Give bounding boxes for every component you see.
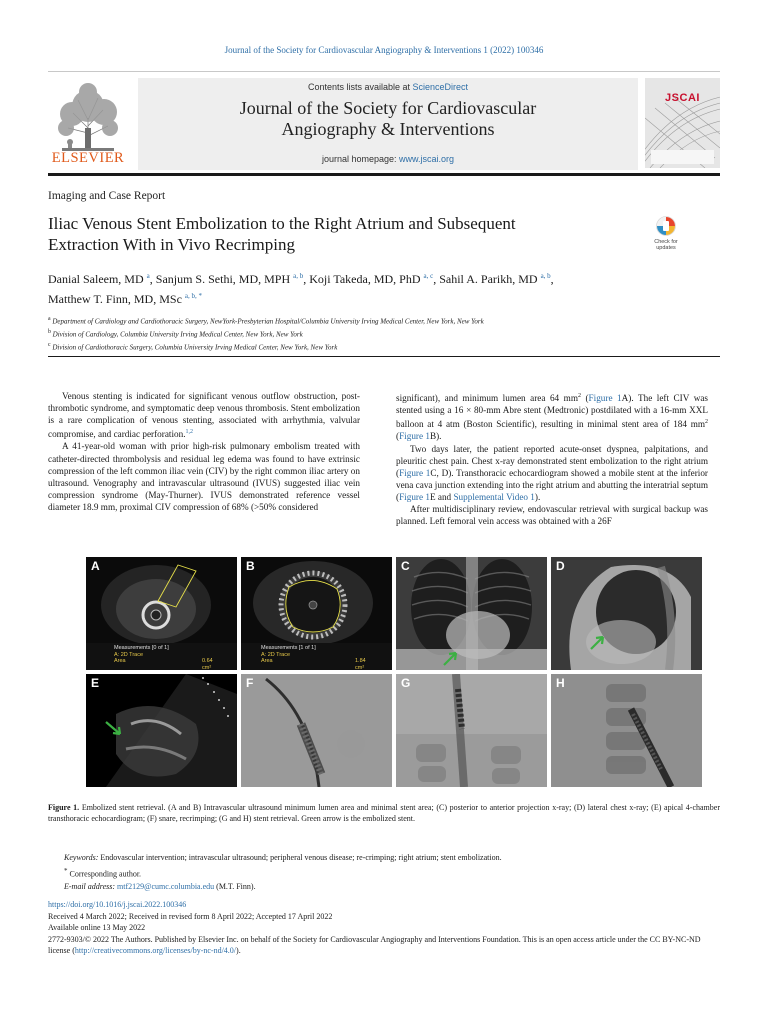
figure-caption: Figure 1. Embolized stent retrieval. (A and B) Intravascular ultrasound minimum lumen area and minimal stent area; (C) posterior to anterior projection x-ray; (D) lateral chest x-ray; (E) apical 4-chamber transthoracic echocardiogram; (F) snare, recrimping; (G and H) stent retrieval. Green arrow is the embolized stent. [48, 803, 720, 823]
affiliation: $^a$ Department of Cardiology and Cardiothoracic Surgery, NewYork-Presbyterian Hospital/Columbia University Irving Medical Center, New York, New York [48, 316, 484, 326]
figure-1 [86, 557, 704, 791]
footnotes [64, 852, 720, 893]
panel-letter: F [246, 676, 254, 690]
figure-link[interactable]: Figure 1 [399, 491, 430, 502]
homepage-link[interactable]: www.jscai.org [399, 154, 455, 164]
echocardiogram-image [86, 674, 237, 787]
body-paragraph: Venous stenting is indicated for significant venous outflow obstruction, post-thrombotic syndrome, and symptomatic deep venous thrombosis. Stent embolization is a rare complication of venous stenting, associated with arrhythmia, valvular compromise, and cardiac perforation.$^{1,2}$ [48, 391, 360, 440]
ivus-measurement-readout: Measurements [0 of 1] A: 2D Trace Area 0.64 cm² [114, 645, 213, 670]
body-paragraph: A 41-year-old woman with prior high-risk pulmonary embolism treated with catheter-directed thrombolysis and residual leg edema was found to have extrinsic compression of the left common iliac vein (CIV) by the right common iliac artery on ultrasound. Venography and intravascular ultrasound (IVUS) suggested iliac vein compression syndrome (May-Thurner). IVUS demonstrated reference vessel diameter 18.9 mm, proximal CIV compression of 68% (>50% considered [48, 441, 360, 512]
author: Koji Takeda, MD, PhD $^{a, c}$, [309, 272, 440, 286]
chest-xray-lateral [551, 557, 702, 670]
received-dates: Received 4 March 2022; Received in revised form 8 April 2022; Accepted 17 April 2022 [48, 911, 333, 921]
figure-panel-c [396, 557, 547, 670]
figure-panel-e [86, 674, 237, 787]
chest-xray-pa [396, 557, 547, 670]
contents-line: Contents lists available at ScienceDirect [307, 82, 469, 92]
figure-panel-a [86, 557, 237, 670]
homepage-line: journal homepage: www.jscai.org [321, 154, 455, 164]
publisher-wordmark: ELSEVIER [51, 150, 125, 166]
figure-link[interactable]: Figure 1 [399, 467, 431, 478]
check-updates-icon [656, 215, 676, 237]
figure-panel-f [241, 674, 392, 787]
article-type: Imaging and Case Report [48, 190, 166, 202]
body-paragraph: Two days later, the patient reported acute-onset dyspnea, palpitations, and pleuritic chest pain. Chest x-ray demonstrated stent embolization to the right atrium (Figure 1C, D). Transthoracic echocardiogram showed a mobile stent at the inferior vena cava junction extending into the right atrium and abutting the interatrial septum (Figure 1E and Supplemental Video 1). [396, 443, 708, 502]
fluoroscopy-retrieval-g [396, 674, 547, 787]
panel-letter: H [556, 676, 565, 690]
fluoroscopy-retrieval-h [551, 674, 702, 787]
journal-cover [645, 78, 720, 168]
body-paragraph: significant), and minimum lumen area 64 $mm^2$ (Figure 1A). The left CIV was stented using a 16 × 80-mm Abre stent (Medtronic) postdilated with a 16-mm XXL balloon at 4 atm (Boston Scientific), resulting in minimal stent area of 184 $mm^2$ (Figure 1B). [396, 393, 709, 442]
sciencedirect-link[interactable]: ScienceDirect [412, 82, 469, 92]
author: Sanjum S. Sethi, MD, MPH $^{a, b}$, [155, 272, 310, 286]
panel-letter: B [246, 559, 255, 573]
article-info-footer [48, 899, 720, 957]
affiliation: $^b$ Division of Cardiology, Columbia University Irving Medical Center, New York, New York [48, 328, 303, 339]
body-column-right [396, 390, 708, 527]
keywords: Keywords: Endovascular intervention; intravascular ultrasound; peripheral venous disease; re-crimping; right atrium; stent embolization. [64, 853, 502, 862]
panel-letter: C [401, 559, 410, 573]
doi-link[interactable]: https://doi.org/10.1016/j.jscai.2022.100346 [48, 900, 187, 909]
author-list [48, 268, 668, 308]
license-link[interactable]: http://creativecommons.org/licenses/by-nc-nd/4.0/ [74, 946, 237, 955]
cover-brand: JSCAI [665, 92, 700, 104]
author: Matthew T. Finn, MD, MSc $^{a, b, *}$ [48, 292, 203, 306]
panel-letter: G [401, 676, 411, 690]
panel-letter: A [91, 559, 100, 573]
copyright-notice: 2772-9303/© 2022 The Authors. Published by Elsevier Inc. on behalf of the Society for Cardiovascular Angiography and Interventions Foundation. This is an open access article under the CC BY-NC-ND license (http://creativecommons.org/licenses/by-nc-nd/4.0/). [48, 934, 701, 955]
figure-panel-b [241, 557, 392, 670]
journal-title: Journal of the Society for Cardiovascular Angiography & Interventions [239, 98, 537, 139]
header-divider [48, 356, 720, 357]
fluoroscopy-snare [241, 674, 392, 787]
author: Danial Saleem, MD $^a$, [48, 272, 156, 286]
citation-link[interactable]: 1,2 [185, 429, 193, 436]
figure-panel-g [396, 674, 547, 787]
figure-panel-h [551, 674, 702, 787]
article-title: Iliac Venous Stent Embolization to the Right Atrium and Subsequent Extraction With in Vivo Recrimping [48, 214, 516, 254]
affiliations [48, 314, 720, 352]
figure-link[interactable]: Figure 1 [588, 393, 622, 404]
check-updates-label: Check for updates [654, 239, 678, 251]
affiliation: $^c$ Division of Cardiothoracic Surgery, Columbia University Irving Medical Center, New York, New York [48, 341, 338, 351]
panel-letter: E [91, 676, 100, 690]
corresponding-author-note: * Corresponding author. [64, 866, 142, 879]
author: Sahil A. Parikh, MD $^{a, b}$, [439, 272, 554, 286]
figure-link[interactable]: Figure 1 [399, 431, 430, 442]
ivus-measurement-readout: Measurements [1 of 1] A: 2D Trace Area 1.84 cm² [261, 645, 366, 670]
running-head: Journal of the Society for Cardiovascular Angiography & Interventions 1 (2022) 100346 [224, 45, 544, 55]
figure-panel-d [551, 557, 702, 670]
body-paragraph: After multidisciplinary review, endovascular retrieval with surgical backup was planned. Left femoral vein access was obtained with a 26F [396, 503, 708, 527]
masthead [48, 71, 720, 172]
check-for-updates-button[interactable] [647, 215, 685, 261]
panel-letter: D [556, 559, 565, 573]
email-link[interactable]: mtf2129@cumc.columbia.edu [117, 881, 215, 891]
email-line: E-mail address: mtf2129@cumc.columbia.edu (M.T. Finn). [64, 881, 256, 891]
supplemental-video-link[interactable]: Supplemental Video 1 [453, 491, 535, 502]
body-column-left [48, 390, 360, 513]
journal-info-box [138, 78, 638, 170]
masthead-divider [48, 173, 720, 176]
available-online: Available online 13 May 2022 [48, 923, 146, 932]
